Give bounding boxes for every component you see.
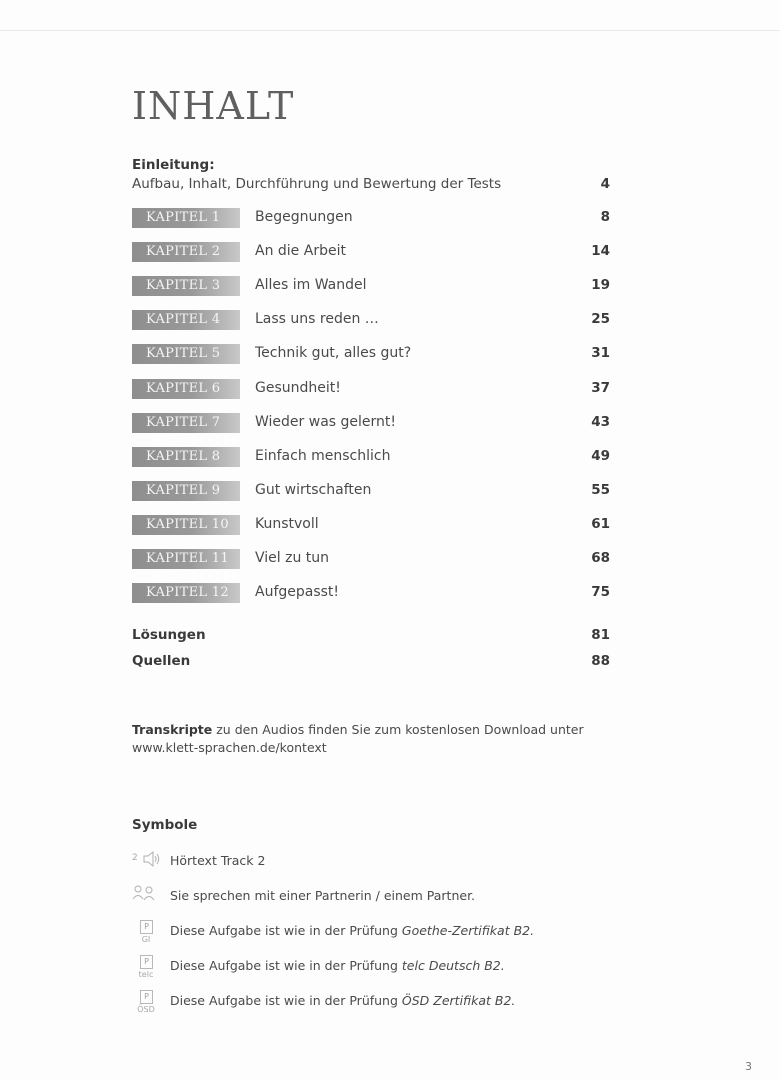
chapter-page: 43 bbox=[591, 413, 610, 430]
chapter-title: Wieder was gelernt! bbox=[255, 413, 397, 430]
exam-box: P bbox=[140, 955, 153, 969]
chapter-row[interactable] bbox=[0, 275, 780, 299]
chapter-title: Gut wirtschaften bbox=[255, 481, 372, 498]
exam-icon bbox=[132, 990, 162, 1020]
chapter-row[interactable] bbox=[0, 582, 780, 606]
chapter-badge: KAPITEL 4 bbox=[132, 310, 240, 330]
section-title[interactable]: Quellen bbox=[132, 653, 191, 669]
symbol-text bbox=[170, 853, 265, 868]
chapter-title: Alles im Wandel bbox=[255, 277, 367, 294]
intro-page: 4 bbox=[600, 176, 610, 192]
chapter-page: 14 bbox=[591, 243, 610, 260]
chapter-row[interactable] bbox=[0, 480, 780, 504]
symbol-row bbox=[132, 850, 612, 880]
chapter-page: 8 bbox=[600, 209, 610, 225]
exam-icon bbox=[132, 920, 162, 950]
chapter-page: 75 bbox=[591, 584, 610, 601]
track-number: 2 bbox=[132, 853, 138, 863]
symbol-exam-name: ÖSD Zertifikat B2. bbox=[401, 993, 516, 1008]
symbols-heading: Symbole bbox=[132, 817, 198, 833]
chapter-badge: KAPITEL 3 bbox=[132, 276, 240, 296]
chapter-page: 49 bbox=[591, 447, 610, 464]
chapter-row[interactable] bbox=[0, 241, 780, 265]
chapter-page: 31 bbox=[591, 345, 610, 362]
note-text: zu den Audios finden Sie zum kostenlosen Download unter bbox=[212, 722, 584, 737]
chapter-page: 19 bbox=[591, 277, 610, 294]
exam-label: GI bbox=[141, 935, 151, 944]
chapter-page: 68 bbox=[591, 550, 610, 566]
symbol-row bbox=[132, 955, 612, 985]
chapter-title: Technik gut, alles gut? bbox=[255, 345, 412, 362]
symbol-description: Diese Aufgabe ist wie in der Prüfung bbox=[170, 993, 402, 1008]
chapter-row[interactable] bbox=[0, 412, 780, 436]
chapter-badge: KAPITEL 6 bbox=[132, 379, 240, 399]
symbol-text bbox=[170, 993, 515, 1008]
section-page: 88 bbox=[591, 653, 610, 669]
chapter-title: Begegnungen bbox=[255, 209, 353, 225]
symbol-row bbox=[132, 885, 612, 915]
section-title[interactable]: Lösungen bbox=[132, 627, 206, 643]
symbol-exam-name: telc Deutsch B2. bbox=[401, 958, 505, 973]
chapter-row[interactable] bbox=[0, 548, 780, 572]
exam-icon bbox=[132, 955, 162, 985]
chapter-title: Kunstvoll bbox=[255, 515, 319, 532]
chapter-badge: KAPITEL 8 bbox=[132, 447, 240, 467]
intro-heading: Einleitung: bbox=[132, 157, 215, 173]
chapter-row[interactable] bbox=[0, 309, 780, 333]
chapter-title: Lass uns reden … bbox=[255, 311, 379, 328]
chapter-row[interactable] bbox=[0, 446, 780, 470]
chapter-row[interactable] bbox=[0, 378, 780, 402]
chapter-title: Einfach menschlich bbox=[255, 447, 391, 464]
symbol-description: Sie sprechen mit einer Partnerin / einem Partner. bbox=[170, 888, 476, 903]
chapter-page: 25 bbox=[591, 311, 610, 328]
symbol-row bbox=[132, 990, 612, 1020]
chapter-title: Gesundheit! bbox=[255, 379, 341, 396]
chapter-badge: KAPITEL 5 bbox=[132, 344, 240, 364]
chapter-badge: KAPITEL 11 bbox=[132, 549, 240, 569]
chapter-row[interactable] bbox=[0, 207, 780, 231]
symbol-exam-name: Goethe-Zertifikat B2. bbox=[401, 923, 535, 938]
chapter-title: An die Arbeit bbox=[255, 243, 346, 260]
symbol-description: Hörtext Track 2 bbox=[170, 853, 266, 868]
speaker-icon bbox=[132, 850, 162, 880]
exam-label: ÖSD bbox=[137, 1005, 155, 1014]
section-page: 81 bbox=[591, 627, 610, 643]
symbol-description: Diese Aufgabe ist wie in der Prüfung bbox=[170, 923, 402, 938]
chapter-row[interactable] bbox=[0, 514, 780, 538]
symbol-description: Diese Aufgabe ist wie in der Prüfung bbox=[170, 958, 402, 973]
chapter-title: Viel zu tun bbox=[255, 550, 330, 566]
symbol-text bbox=[170, 958, 505, 973]
chapter-page: 37 bbox=[591, 379, 610, 396]
chapter-badge: KAPITEL 2 bbox=[132, 242, 240, 262]
symbol-row bbox=[132, 920, 612, 950]
chapter-badge: KAPITEL 7 bbox=[132, 413, 240, 433]
exam-label: telc bbox=[138, 970, 154, 979]
page-number: 3 bbox=[745, 1060, 752, 1073]
chapter-row[interactable] bbox=[0, 343, 780, 367]
chapter-badge: KAPITEL 9 bbox=[132, 481, 240, 501]
symbol-text bbox=[170, 888, 475, 903]
chapter-badge: KAPITEL 12 bbox=[132, 583, 240, 603]
note-bold: Transkripte bbox=[132, 722, 213, 737]
transcript-note bbox=[132, 721, 592, 757]
chapter-badge: KAPITEL 1 bbox=[132, 208, 240, 228]
note-url[interactable]: www.klett-sprachen.de/kontext bbox=[132, 740, 327, 755]
intro-text: Aufbau, Inhalt, Durchführung und Bewertung der Tests bbox=[132, 176, 502, 192]
partner-icon bbox=[132, 885, 162, 915]
chapter-page: 61 bbox=[591, 515, 610, 532]
page-title: INHALT bbox=[132, 84, 295, 128]
symbol-text bbox=[170, 923, 534, 938]
exam-box: P bbox=[140, 990, 153, 1004]
chapter-page: 55 bbox=[591, 481, 610, 498]
exam-box: P bbox=[140, 920, 153, 934]
chapter-badge: KAPITEL 10 bbox=[132, 515, 240, 535]
chapter-title: Aufgepasst! bbox=[255, 584, 340, 601]
top-rule bbox=[0, 30, 780, 31]
